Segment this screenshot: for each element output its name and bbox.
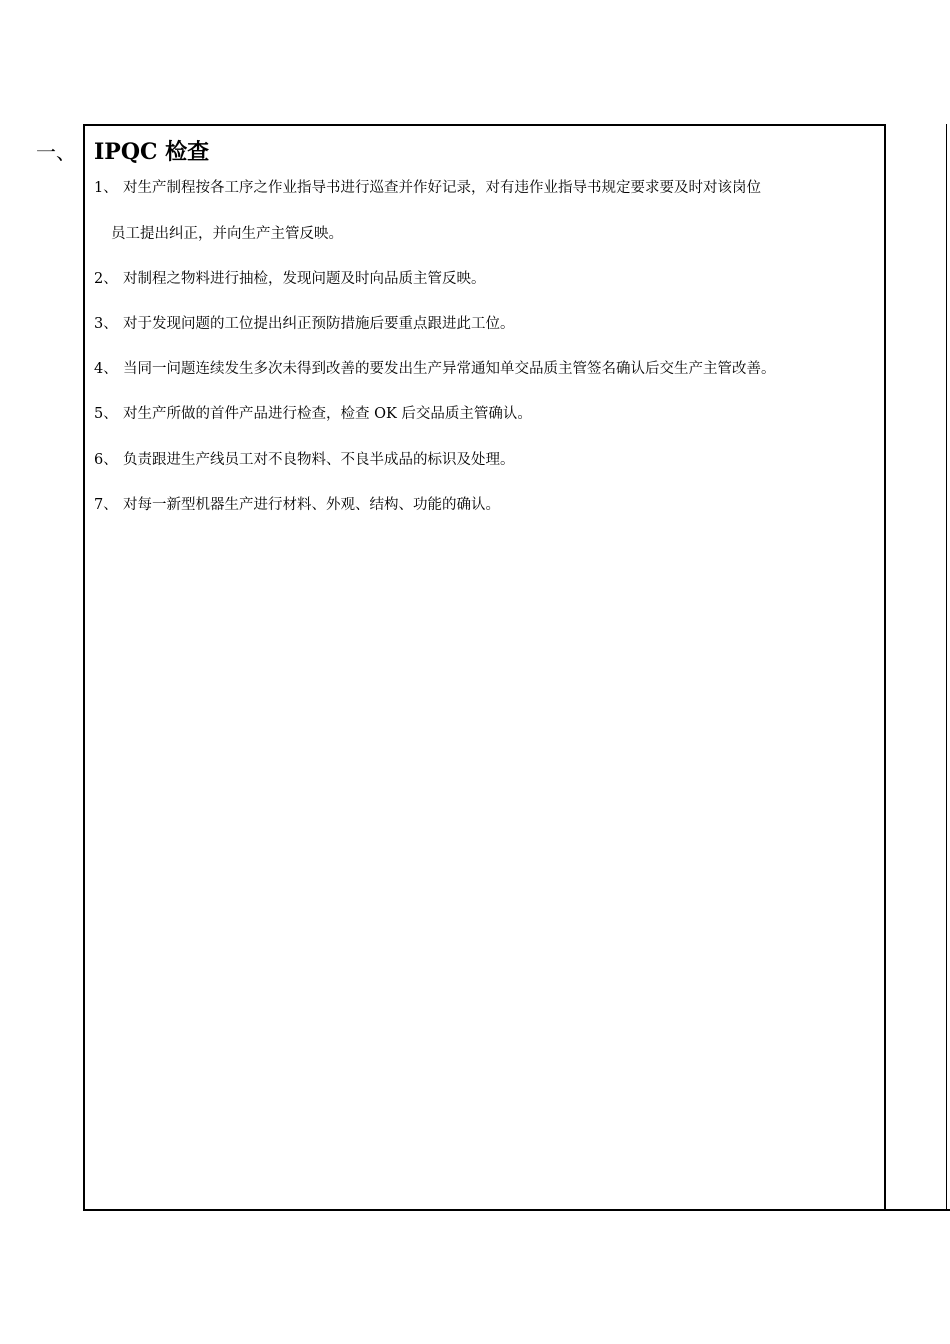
list-item bbox=[94, 178, 761, 198]
item-continuation: 员工提出纠正，并向生产主管反映。 bbox=[111, 226, 343, 242]
list-item bbox=[94, 359, 776, 379]
item-text: 负责跟进生产线员工对不良物料、不良半成品的标识及处理。 bbox=[123, 452, 515, 468]
list-item bbox=[94, 404, 532, 424]
item-text: 对生产所做的首件产品进行检查，检查 OK 后交品质主管确认。 bbox=[123, 406, 532, 422]
item-number: 4、 bbox=[94, 361, 118, 377]
item-number: 3、 bbox=[94, 316, 118, 332]
section-number: 一、 bbox=[36, 140, 76, 164]
table-border-bottom bbox=[886, 1209, 950, 1211]
content-box bbox=[83, 124, 886, 1211]
list-item bbox=[94, 269, 486, 289]
item-text: 对每一新型机器生产进行材料、外观、结构、功能的确认。 bbox=[123, 497, 500, 513]
item-text: 对于发现问题的工位提出纠正预防措施后要重点跟进此工位。 bbox=[123, 316, 515, 332]
section-title: IPQC 检查 bbox=[94, 139, 210, 165]
item-text: 对制程之物料进行抽检，发现问题及时向品质主管反映。 bbox=[123, 271, 486, 287]
list-item bbox=[94, 314, 515, 334]
list-item bbox=[94, 450, 515, 470]
item-text: 当同一问题连续发生多次未得到改善的要发出生产异常通知单交品质主管签名确认后交生产主管改善。 bbox=[123, 361, 776, 377]
item-number: 6、 bbox=[94, 452, 118, 468]
list-item bbox=[94, 495, 500, 515]
item-text: 对生产制程按各工序之作业指导书进行巡查并作好记录，对有违作业指导书规定要求要及时对该岗位 bbox=[123, 180, 761, 196]
table-border-right bbox=[946, 124, 947, 1211]
item-number: 5、 bbox=[94, 406, 118, 422]
item-number: 2、 bbox=[94, 271, 118, 287]
item-number: 1、 bbox=[94, 180, 118, 196]
item-number: 7、 bbox=[94, 497, 118, 513]
